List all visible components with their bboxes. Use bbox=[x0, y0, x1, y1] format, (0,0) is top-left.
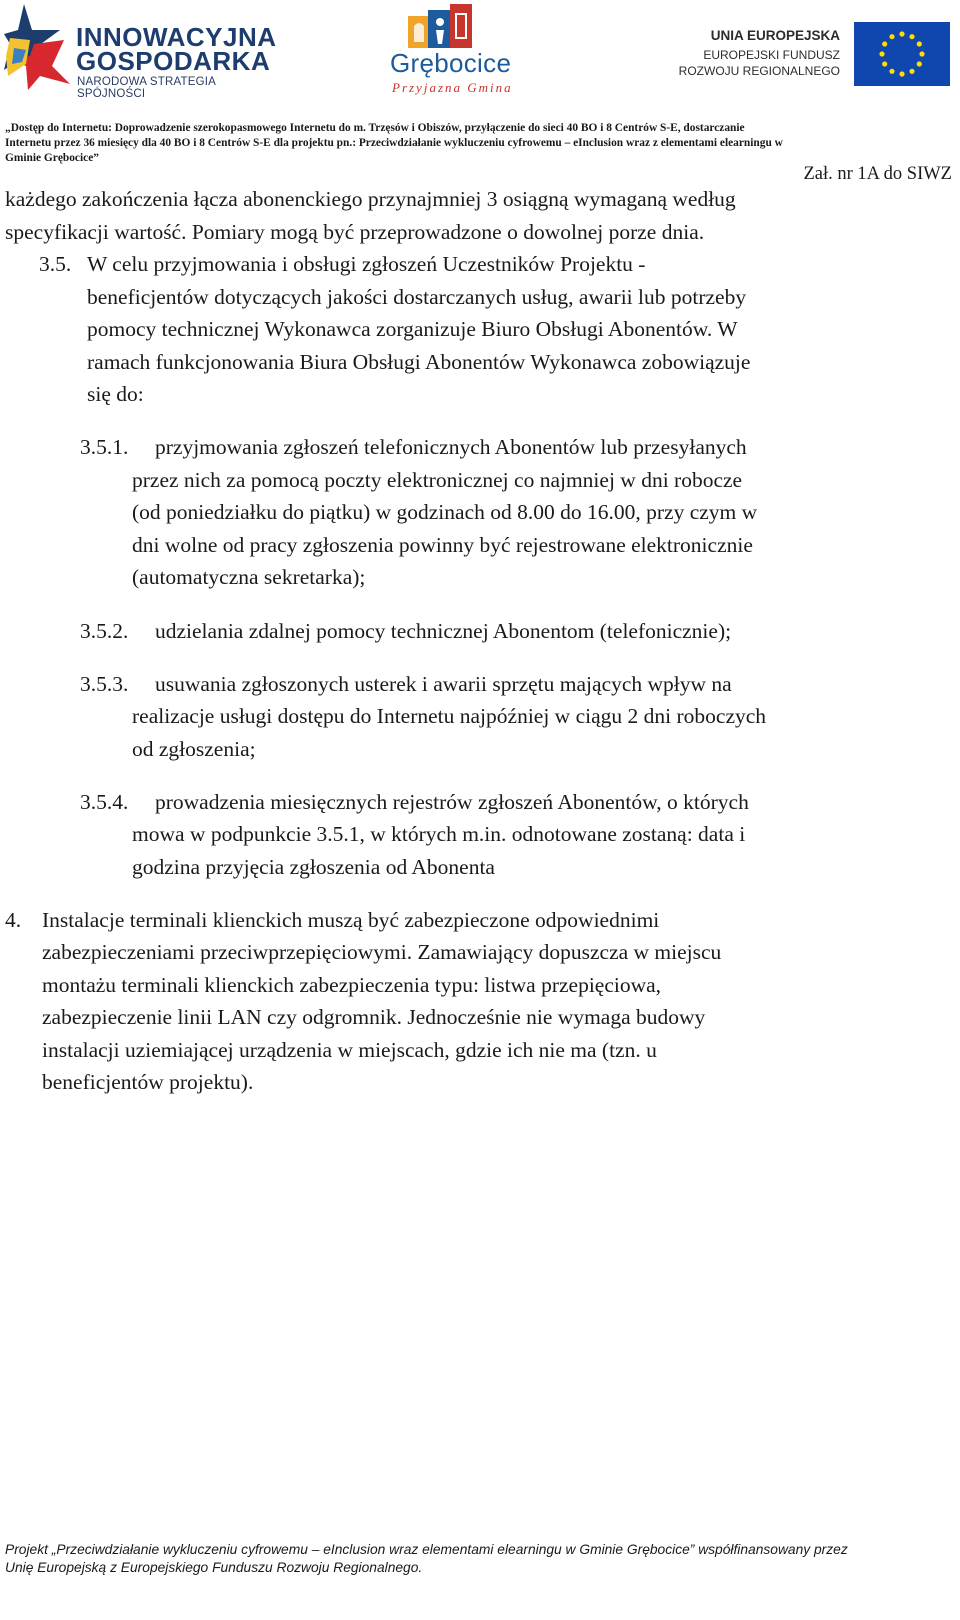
intro-line: specyfikacji wartość. Pomiary mogą być przeprowadzone o dowolnej porze dnia. bbox=[5, 220, 705, 244]
project-header-line1: „Dostęp do Internetu: Doprowadzenie szerokopasmowego Internetu do m. Trzęsów i Obiszów, przyłączenie do sieci 40 BO i 8 Centrów S-E, dostarczanie bbox=[5, 122, 745, 134]
innowacyjna-line3: NARODOWA STRATEGIA SPÓJNOŚCI bbox=[77, 76, 216, 100]
paragraph-line: instalacji uziemiającej urządzenia w miejscach, gdzie ich nie ma (tzn. u bbox=[42, 1038, 657, 1062]
innowacyjna-gospodarka-logo bbox=[4, 4, 277, 100]
paragraph-line: beneficjentów dotyczących jakości dostarczanych usług, awarii lub potrzeby bbox=[87, 285, 747, 309]
ue-line3: ROZWOJU REGIONALNEGO bbox=[678, 64, 840, 78]
project-header bbox=[5, 121, 850, 166]
paragraph-line: udzielania zdalnej pomocy technicznej Abonentom (telefonicznie); bbox=[155, 619, 732, 643]
paragraph-line: przyjmowania zgłoszeń telefonicznych Abonentów lub przesyłanych bbox=[155, 435, 747, 459]
paragraph-line: W celu przyjmowania i obsługi zgłoszeń Uczestników Projektu - bbox=[87, 252, 646, 276]
paragraph-line: prowadzenia miesięcznych rejestrów zgłoszeń Abonentów, o których bbox=[155, 790, 749, 814]
eu-logo bbox=[676, 22, 956, 92]
paragraph-line: dni wolne od pracy zgłoszenia powinny być rejestrowane elektronicznie bbox=[132, 533, 753, 557]
eu-flag-icon bbox=[854, 22, 950, 86]
ue-line1: UNIA EUROPEJSKA bbox=[710, 28, 840, 43]
innowacyjna-line2: GOSPODARKA bbox=[76, 46, 271, 76]
innowacyjna-line1: INNOWACYJNA bbox=[76, 22, 277, 52]
paragraph-line: realizacje usługi dostępu do Internetu najpóźniej w ciągu 2 dni roboczych bbox=[132, 704, 767, 728]
grebocice-logo bbox=[388, 4, 524, 96]
ue-line2: EUROPEJSKI FUNDUSZ bbox=[703, 48, 840, 62]
footer-line1: Projekt „Przeciwdziałanie wykluczeniu cyfrowemu – eInclusion wraz elementami elearningu w Gminie Grębocice” współfinansowany przez bbox=[5, 1542, 848, 1557]
paragraph-line: mowa w podpunkcie 3.5.1, w których m.in. odnotowane zostaną: data i bbox=[132, 822, 746, 846]
paragraph-line: od zgłoszenia; bbox=[132, 737, 256, 761]
paragraph-line: się do: bbox=[87, 382, 144, 406]
section-number: 3.5.3. bbox=[80, 672, 129, 696]
section-number: 3.5.1. bbox=[80, 435, 129, 459]
section-number: 3.5.2. bbox=[80, 619, 129, 643]
footer-line2: Unię Europejską z Europejskiego Funduszu Rozwoju Regionalnego. bbox=[5, 1560, 423, 1575]
paragraph-line: przez nich za pomocą poczty elektronicznej co najmniej w dni robocze bbox=[132, 468, 743, 492]
paragraph-line: Instalacje terminali klienckich muszą być zabezpieczone odpowiednimi bbox=[42, 908, 660, 932]
grebocice-subtitle: Przyjazna Gmina bbox=[392, 80, 513, 95]
paragraph-line: godzina przyjęcia zgłoszenia od Abonenta bbox=[132, 855, 495, 879]
project-header-line3: Gminie Grębocice” bbox=[5, 152, 99, 164]
grebocice-emblem-icon bbox=[388, 4, 524, 52]
paragraph-line: zabezpieczenie linii LAN czy odgromnik. Jednocześnie nie wymaga budowy bbox=[42, 1005, 706, 1029]
logo-bar bbox=[0, 0, 960, 118]
innowacyjna-star-icon bbox=[4, 4, 74, 92]
paragraph-line: usuwania zgłoszonych usterek i awarii sprzętu mających wpływ na bbox=[155, 672, 732, 696]
page-footer bbox=[5, 1541, 905, 1577]
paragraph-line: (od poniedziałku do piątku) w godzinach od 8.00 do 16.00, przy czym w bbox=[132, 500, 758, 524]
section-number: 4. bbox=[5, 908, 22, 932]
paragraph-line: beneficjentów projektu). bbox=[42, 1070, 254, 1094]
attachment-label: Zał. nr 1A do SIWZ bbox=[803, 164, 952, 184]
paragraph-line: ramach funkcjonowania Biura Obsługi Abonentów Wykonawca zobowiązuje bbox=[87, 350, 751, 374]
paragraph-line: montażu terminali klienckich zabezpieczenia typu: listwa przepięciowa, bbox=[42, 973, 662, 997]
grebocice-name: Grębocice bbox=[390, 48, 512, 78]
section-number: 3.5. bbox=[39, 252, 72, 276]
paragraph-line: pomocy technicznej Wykonawca zorganizuje Biuro Obsługi Abonentów. W bbox=[87, 317, 738, 341]
intro-line: każdego zakończenia łącza abonenckiego przynajmniej 3 osiągną wymaganą według bbox=[5, 187, 736, 211]
paragraph-line: zabezpieczeniami przeciwprzepięciowymi. Zamawiający dopuszcza w miejscu bbox=[42, 940, 722, 964]
section-number: 3.5.4. bbox=[80, 790, 129, 814]
project-header-line2: Internetu przez 36 miesięcy dla 40 BO i 8 Centrów S-E dla projektu pn.: Przeciwdziałanie wykluczeniu cyfrowemu – eInclusion wraz z elementami elearningu w bbox=[5, 137, 783, 149]
paragraph-line: (automatyczna sekretarka); bbox=[132, 565, 366, 589]
